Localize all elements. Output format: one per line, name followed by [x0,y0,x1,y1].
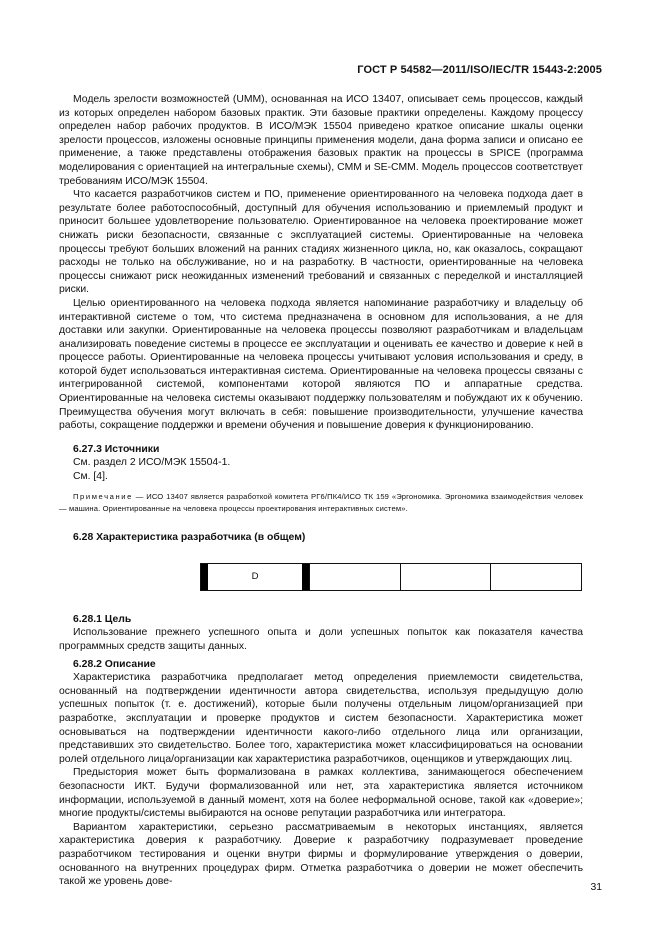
purpose-text: Использование прежнего успешного опыта и доли успешных попыток как показателя качества программных средств защиты данных. [59,627,583,652]
note [59,491,583,516]
heading-6-28: 6.28 Характеристика разработчика (в общем) [73,532,306,544]
scale-cell-d: D [201,564,309,590]
paragraph-human-centred-goal: Целью ориентированного на человека подхода является напоминание разработчику и владельцу об интерактивной системе о том, что система предназначена в основном для использования, а не для доставки или закупки. Ориентированные на человека процессы позволяют разработчикам и владельцам анализировать поведение системы в процессе ее эксплуатации и оценивать ее качество и доверие к ней в процессе работы. Ориентированные на человека процессы учитывают условия использования и среду, в которой будет использоваться интерактивная система. Ориентированные на человека процессы связаны с интегрированной системой, компонентами которой являются ПО и аппаратные средства. Ориентированные на человека системы оказывают поддержку пользователям и побуждают их к обучению. Преимущества обучения могут включать в себя: повышение производительности, улучшение качества работы, сокращение поддержки и времени обучения и повышение доверия к функционированию. [59,297,583,432]
heading-6-28-1: 6.28.1 Цель [73,613,132,625]
standard-designation: ГОСТ Р 54582—2011/ISO/IEC/TR 15443-2:2005 [357,64,602,76]
heading-6-28-2: 6.28.2 Описание [73,658,156,670]
note-label: Примечание [73,491,133,501]
description-paragraph-2: Предыстория может быть формализована в рамках коллектива, занимающегося обеспечением безопасности ИКТ. Будучи формализованной или нет, эта характеристика является источником информации, используемой в данный момент, хотя на более неформальной основе, такой как «доверие»; многие продукты/системы выбираются на основе репутации разработчика или интегратора. [59,767,583,820]
sources-line-2: См. [4]. [73,471,108,483]
scale-cell-3 [400,564,491,590]
paragraph-developers: Что касается разработчиков систем и ПО, применение ориентированного на человека подхода дает в результате более работоспособный, доступный для обучения использованию и приемлемый продукт и приносит большее удовлетворение пользователю. Ориентированное на человека проектирование может снижать риски безопасности, связанные с эксплуатацией системы. Ориентированные на человека процессы требуют больших вложений на ранних стадиях жизненного цикла, но, как оказалось, сокращают расходы не только на обслуживание, но и на разработку. В частности, ориентированные на человека процессы снижают риск неожиданных изменений требований и связанных с переделкой и инсталляцией риски. [59,189,583,296]
scale-cell-4 [490,564,581,590]
page-body [59,93,583,889]
description-paragraph-1: Характеристика разработчика предполагает метод определения приемлемости свидетельства, основанный на подтверждении идентичности автора свидетельства, используя предыдущую долю успешных попыток (т. е. достижений), которые были получены отдельным лицом/организацией при разработке, эксплуатации и проверке продуктов и систем безопасности. Характеристика может основываться на подтверждении идентичности какого-либо отдельного лица или организации, представивших это свидетельство. Более того, характеристика может классифицироваться на основании ролей отдельного лица/организации как характеристика разработчиков, оценщиков и утверждающих лиц. [59,672,583,765]
heading-6-27-3: 6.27.3 Источники [73,443,160,455]
sources-line-1: См. раздел 2 ИСО/МЭК 15504-1. [73,457,231,469]
note-text: — ИСО 13407 является разработкой комитета РГ6/ПК4/ИСО ТК 159 «Эргономика. Эргономика взаимодействия человек — машина. Ориентированные на человека процессы проектирования интерактивных систем». [59,491,583,513]
document-header [0,64,661,76]
paragraph-umm: Модель зрелости возможностей (UMM), основанная на ИСО 13407, описывает семь процессов, каждый из которых определен набором базовых практик. Эти базовые практики определены. Каждому процессу определен набор рабочих продуктов. В ИСО/МЭК 15504 приведено краткое описание шкалы оценки зрелости процессов, изложены основные принципы применения модели, дана форма записи и описано ее применение, а также представлены отображения базовых практик на процессы в SPICE (программа моделирования с ориентацией на интегральные схемы), CMM и SE-CMM. Модель процессов соответствует требованиям ИСО/МЭК 15504. [59,94,583,187]
description-paragraph-3: Вариантом характеристики, серьезно рассматриваемым в некоторых инстанциях, является характеристика доверия к разработчику. Доверие к разработчику подразумевает проведение разработчиком тестирования и оценки внутри фирмы и формулирование утверждения о доверии, основанного на внутренних процедурах фирм. Отметка разработчика о доверии не может обеспечить такой же уровень дове- [59,821,583,888]
scale-cell-2 [309,564,400,590]
page-number: 31 [590,882,602,893]
assurance-scale-table [200,563,582,591]
